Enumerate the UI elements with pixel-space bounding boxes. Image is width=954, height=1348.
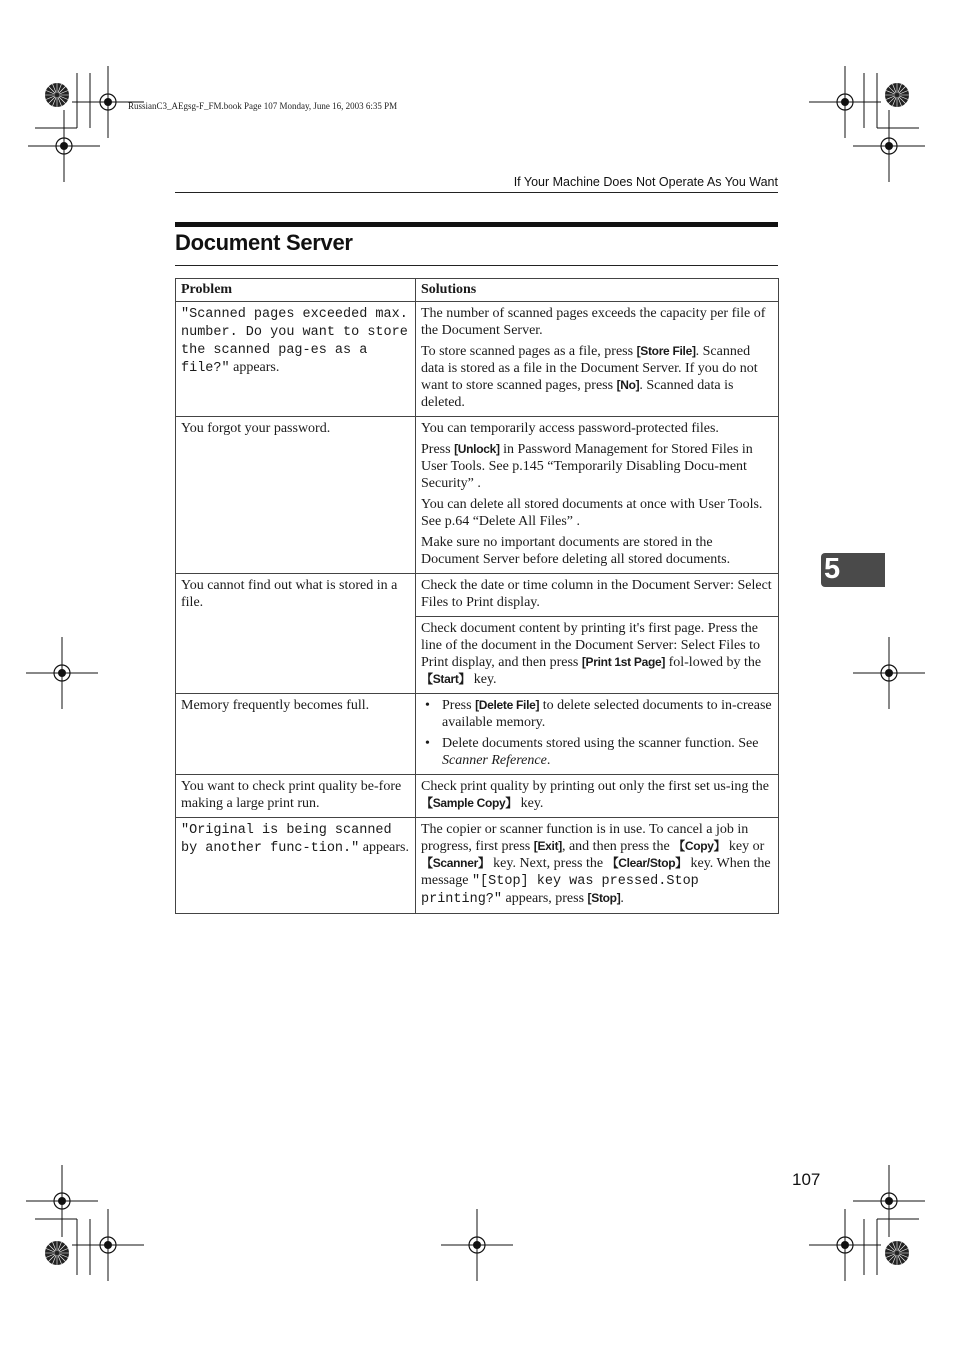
problem-text: appears. bbox=[229, 360, 280, 375]
page-title: Document Server bbox=[175, 230, 353, 255]
solution-text: to delete selected documents to in-crease available memory. bbox=[442, 698, 772, 730]
scanner-reference-title: Scanner Reference bbox=[442, 753, 547, 768]
column-header-problem: Problem bbox=[176, 279, 416, 302]
table-row bbox=[176, 775, 779, 818]
solution-cell: Check the date or time column in the Document Server: Select Files to Print display. bbox=[416, 574, 779, 617]
title-bar bbox=[175, 222, 778, 227]
message-text: "[Stop] key was pressed.Stop printing?" bbox=[421, 874, 699, 907]
running-header: If Your Machine Does Not Operate As You Want bbox=[513, 175, 778, 189]
copy-key: 【Copy】 bbox=[673, 839, 726, 853]
table-row bbox=[176, 694, 779, 775]
stop-key: [Stop] bbox=[587, 891, 621, 905]
chapter-tab bbox=[821, 553, 885, 587]
print-slug: RussianC3_AEgsg-F_FM.book Page 107 Monday, June 16, 2003 6:35 PM bbox=[128, 101, 398, 111]
solution-cell bbox=[416, 818, 779, 914]
solution-text: . Scanned data is stored as a file in the Document Server. If you do not want to store scanned pages, press bbox=[421, 344, 758, 393]
solution-text: key. bbox=[517, 796, 544, 811]
column-header-solutions: Solutions bbox=[416, 279, 779, 302]
scanner-key: 【Scanner】 bbox=[421, 856, 490, 870]
start-key: 【Start】 bbox=[421, 672, 471, 686]
solution-text: key. Next, press the bbox=[489, 856, 607, 871]
solution-text: , and then press the bbox=[561, 839, 674, 854]
message-text: "Scanned pages exceeded max. number. Do you want to store the scanned pag-es as a file?" bbox=[181, 307, 408, 376]
title-rule bbox=[175, 265, 778, 266]
exit-key: [Exit] bbox=[533, 839, 562, 853]
solution-text: Press bbox=[442, 698, 476, 713]
solution-text: Press bbox=[421, 442, 455, 457]
troubleshooting-table bbox=[175, 278, 779, 914]
table-row bbox=[176, 574, 779, 617]
header-rule bbox=[175, 192, 778, 193]
solution-text: fol-lowed by the bbox=[665, 655, 762, 670]
delete-file-key: [Delete File] bbox=[475, 698, 540, 712]
problem-text: appears. bbox=[359, 840, 409, 855]
print-1st-page-key: [Print 1st Page] bbox=[581, 655, 666, 669]
table-row bbox=[176, 302, 779, 417]
bullet-icon: • bbox=[425, 736, 430, 751]
solution-text: key. When the message bbox=[421, 856, 771, 888]
solution-cell bbox=[416, 302, 779, 417]
solution-cell bbox=[416, 617, 779, 694]
solution-text: Check document content by printing it's first page. Press the line of the document in the Document Server: Select Files to Print display, and then press bbox=[421, 621, 761, 670]
problem-cell: You forgot your password. bbox=[176, 417, 416, 574]
solution-paragraph: Make sure no important documents are stored in the Document Server before deleting all stored documents. bbox=[421, 535, 731, 567]
solution-text: To store scanned pages as a file, press bbox=[421, 344, 637, 359]
table-row bbox=[176, 417, 779, 574]
solution-text: The copier or scanner function is in use. To cancel a job in progress, first press bbox=[421, 822, 749, 854]
bullet-icon: • bbox=[425, 698, 430, 713]
no-key: [No] bbox=[616, 378, 640, 392]
page-number: 107 bbox=[792, 1170, 821, 1189]
solution-paragraph: The number of scanned pages exceeds the capacity per file of the Document Server. bbox=[421, 306, 766, 338]
unlock-key: [Unlock] bbox=[454, 442, 500, 456]
solution-text: . Scanned data is deleted. bbox=[421, 378, 734, 410]
solution-text: appears, press bbox=[502, 891, 588, 906]
solution-text: . bbox=[546, 753, 551, 768]
solution-paragraph bbox=[421, 343, 773, 411]
problem-cell bbox=[176, 818, 416, 914]
solution-text: . bbox=[620, 891, 624, 906]
table-row bbox=[176, 818, 779, 914]
chapter-number: 5 bbox=[824, 553, 841, 585]
problem-cell: You want to check print quality be-fore making a large print run. bbox=[176, 775, 416, 818]
clear-stop-key: 【Clear/Stop】 bbox=[606, 856, 687, 870]
solution-cell bbox=[416, 775, 779, 818]
solution-paragraph: You can temporarily access password-protected files. bbox=[421, 421, 719, 436]
solution-text: key or bbox=[725, 839, 765, 854]
message-text: "Original is being scanned by another func-tion." bbox=[181, 823, 392, 856]
bullet-item bbox=[421, 697, 773, 731]
solution-paragraph: You can delete all stored documents at once with User Tools. See p.64 “Delete All Files” . bbox=[421, 497, 763, 529]
problem-cell bbox=[176, 302, 416, 417]
problem-cell: Memory frequently becomes full. bbox=[176, 694, 416, 775]
sample-copy-key: 【Sample Copy】 bbox=[421, 796, 518, 810]
solution-text: Delete documents stored using the scanner function. See bbox=[442, 736, 759, 751]
solution-text: in Password Management for Stored Files in User Tools. See p.145 “Temporarily Disabling Docu-ment Security” . bbox=[421, 442, 753, 491]
solution-paragraph bbox=[421, 441, 773, 492]
solution-text: key. bbox=[470, 672, 497, 687]
problem-cell: You cannot find out what is stored in a file. bbox=[176, 574, 416, 694]
table-header-row bbox=[176, 279, 779, 302]
store-file-key: [Store File] bbox=[636, 344, 696, 358]
bullet-item bbox=[421, 735, 773, 769]
solution-text: Check print quality by printing out only the first set us-ing the bbox=[421, 779, 770, 794]
solution-cell bbox=[416, 417, 779, 574]
solution-cell bbox=[416, 694, 779, 775]
